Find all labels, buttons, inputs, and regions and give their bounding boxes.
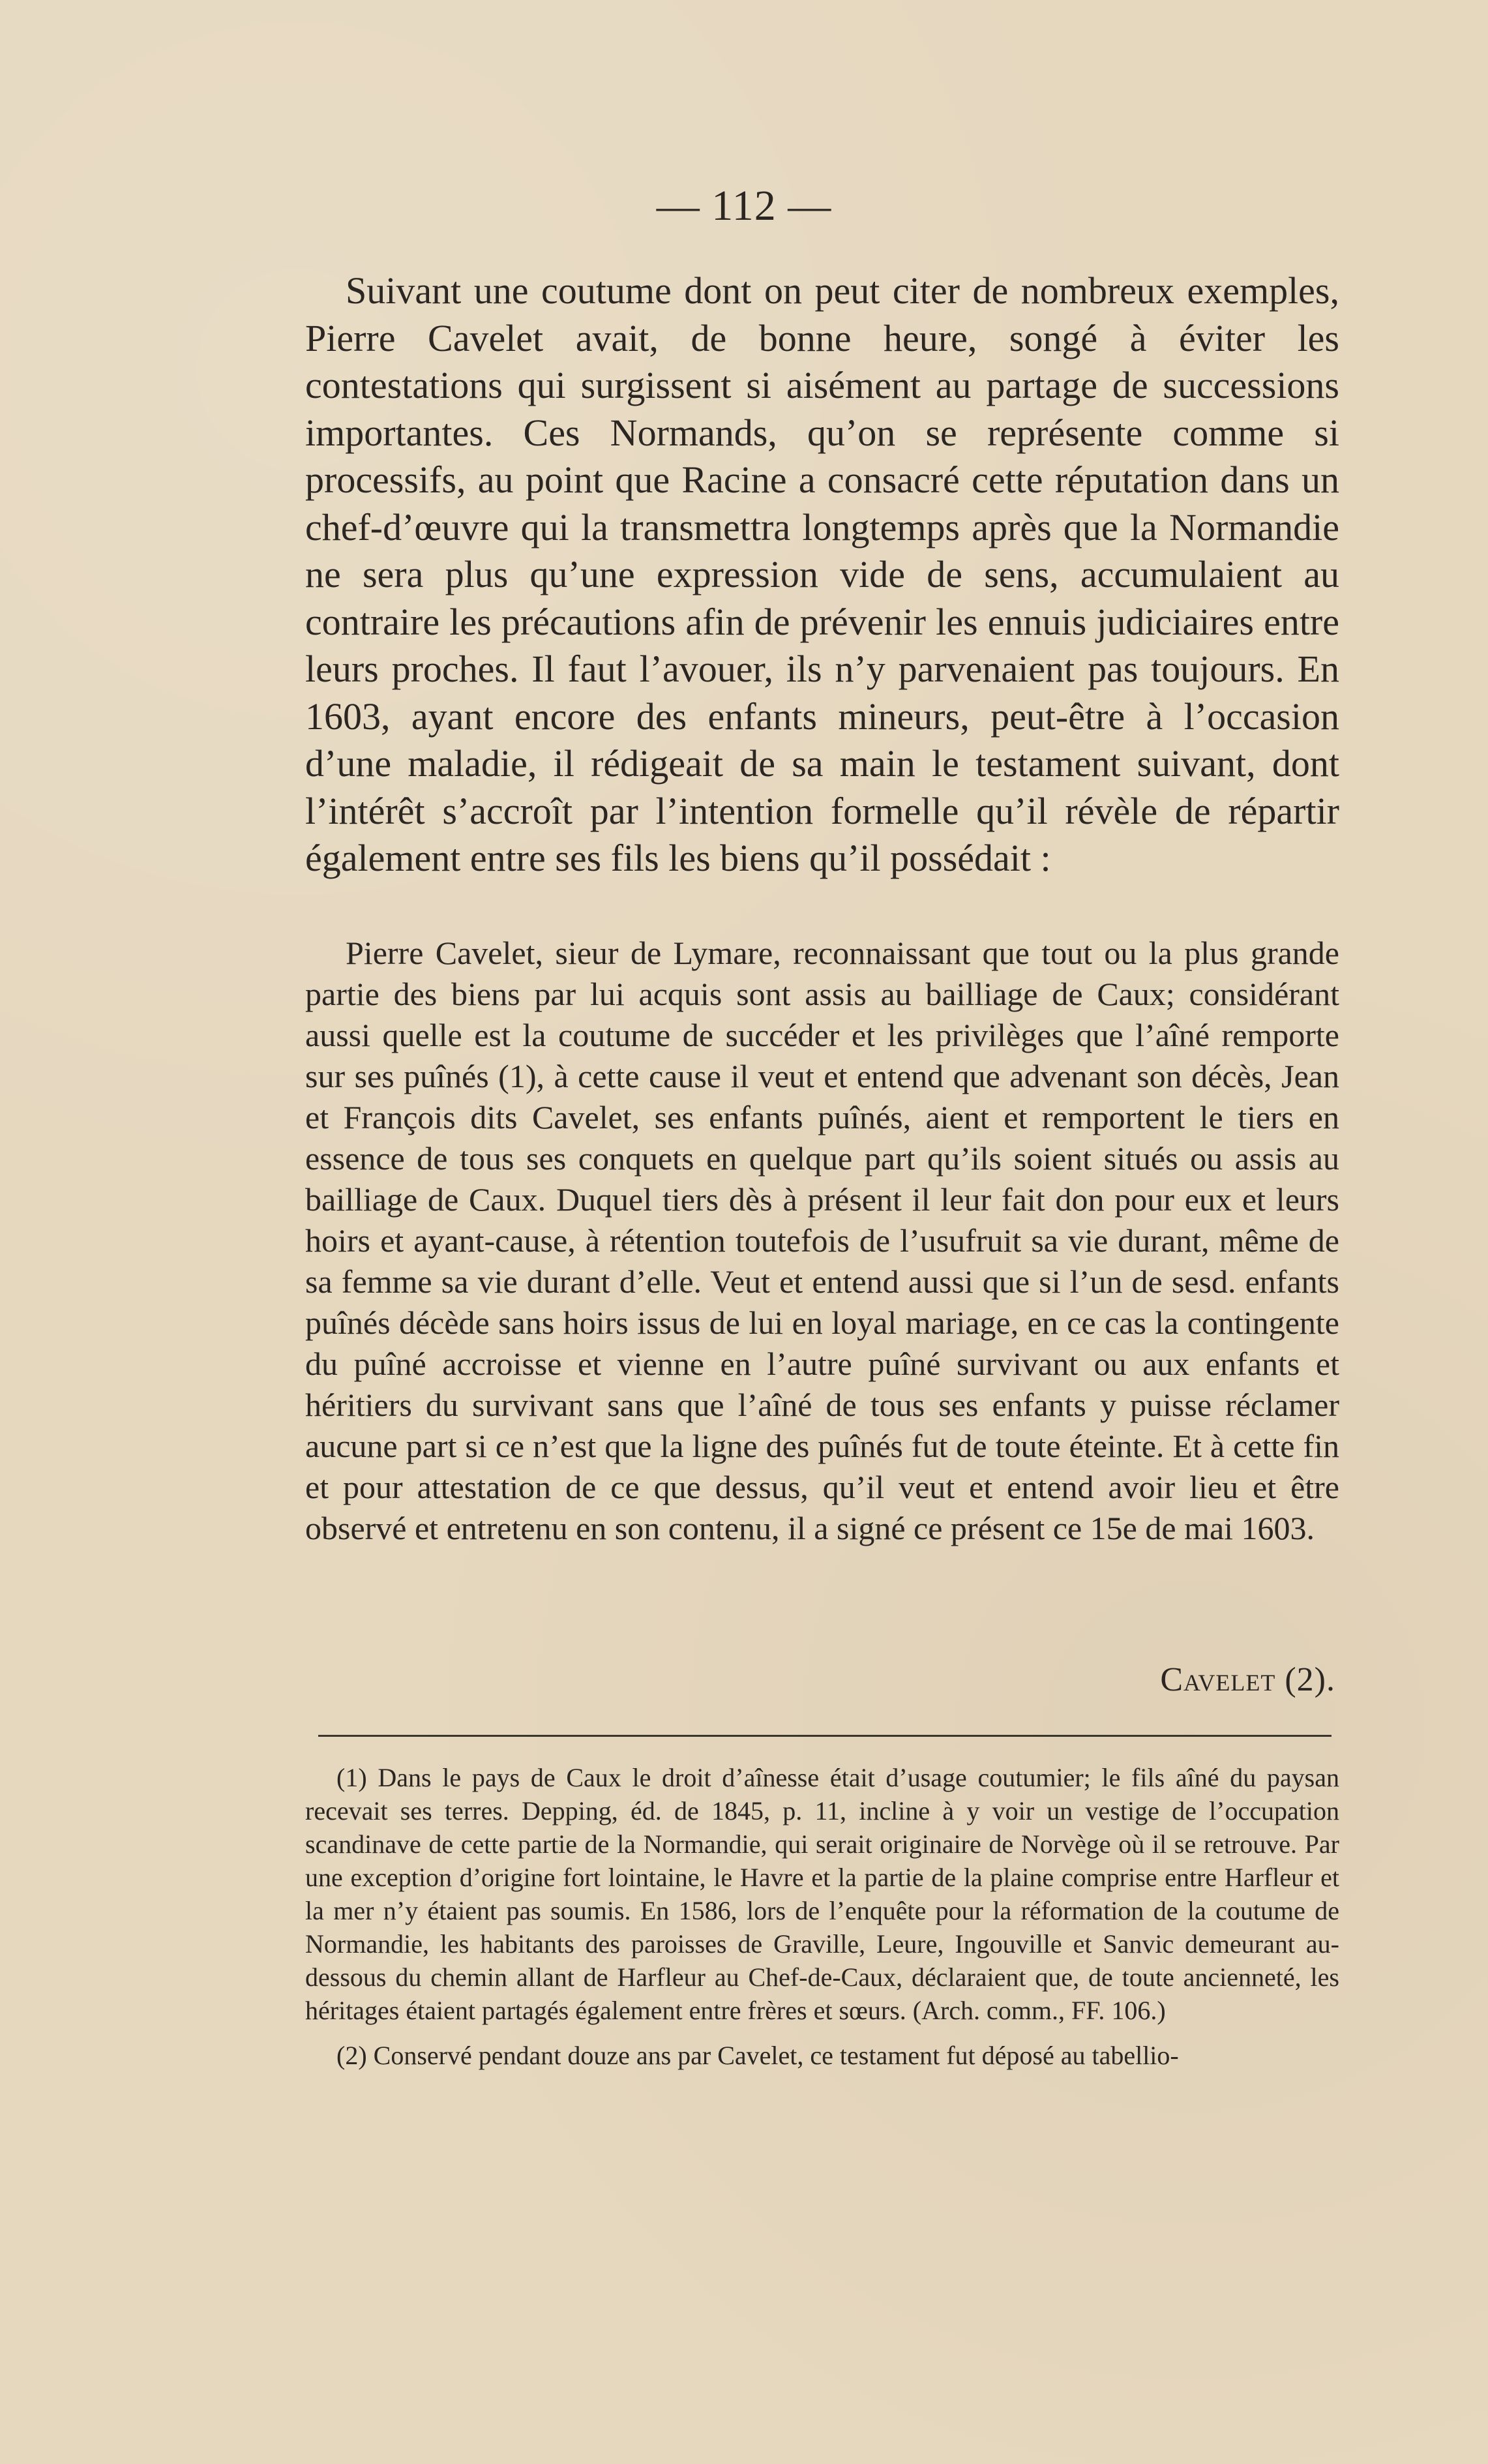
footnote-divider (318, 1735, 1332, 1737)
footnote-1: (1) Dans le pays de Caux le droit d’aînesse était d’usage coutumier; le fils aîné du paysan recevait ses terres. Depping, éd. de 1845, p. 11, incline à y voir un vestige de l’occupation scandinave de cette partie de la Normandie, qui serait originaire de Norvège où il se retrouve. Par une exception d’origine fort lointaine, le Havre et la partie de la plaine comprise entre Harfleur et la mer n’y étaient pas soumis. En 1586, lors de l’enquête pour la réformation de la coutume de Normandie, les habitants des paroisses de Graville, Leure, Ingouville et Sanvic demeurant au-dessous du chemin allant de Harfleur au Chef-de-Caux, déclaraient que, de toute ancienneté, les héritages étaient partagés également entre frères et sœurs. (Arch. comm., FF. 106.) (305, 1763, 1339, 2025)
main-paragraph: Suivant une coutume dont on peut citer de nombreux exemples, Pierre Cavelet avait, de bonne heure, songé à éviter les contestations qui surgissent si aisément au partage de successions importantes. Ces Normands, qu’on se représente comme si processifs, au point que Racine a consacré cette réputation dans un chef-d’œuvre qui la transmettra longtemps après que la Normandie ne sera plus qu’une expression vide de sens, accumulaient au contraire les précautions afin de prévenir les ennuis judiciaires entre leurs proches. Il faut l’avouer, ils n’y parvenaient pas toujours. En 1603, ayant encore des enfants mineurs, peut-être à l’occasion d’une maladie, il rédigeait de sa main le testament suivant, dont l’intérêt s’accroît par l’intention formelle qu’il révèle de répartir également entre ses fils les biens qu’il possédait : (305, 269, 1339, 879)
testament-signature: Cavelet (2). (1160, 1661, 1335, 1698)
page-number: — 112 — (656, 182, 832, 230)
footnote-2: (2) Conservé pendant douze ans par Cavelet, ce testament fut déposé au tabellio- (336, 2041, 1179, 2070)
footnotes (305, 1761, 1339, 2072)
testament-quotation: Pierre Cavelet, sieur de Lymare, reconnaissant que tout ou la plus grande partie des biens par lui acquis sont assis au bailliage de Caux; considérant aussi quelle est la coutume de succéder et les privilèges que l’aîné remporte sur ses puînés (1), à cette cause il veut et entend que advenant son décès, Jean et François dits Cavelet, ses enfants puînés, aient et remportent le tiers en essence de tous ses conquets en quelque part qu’ils soient situés ou assis au bailliage de Caux. Duquel tiers dès à présent il leur fait don pour eux et leurs hoirs et ayant-cause, à rétention toutefois de l’usufruit sa vie durant, même de sa femme sa vie durant d’elle. Veut et entend aussi que si l’un de sesd. enfants puînés décède sans hoirs issus de lui en loyal mariage, en ce cas la contingente du puîné accroisse et vienne en l’autre puîné survivant ou aux enfants et héritiers du survivant sans que l’aîné de tous ses enfants y puisse réclamer aucune part si ce n’est que la ligne des puînés fut de toute éteinte. Et à cette fin et pour attestation de ce que dessus, qu’il veut et entend avoir lieu et être observé et entretenu en son contenu, il a signé ce présent ce 15e de mai 1603. (305, 935, 1339, 1546)
